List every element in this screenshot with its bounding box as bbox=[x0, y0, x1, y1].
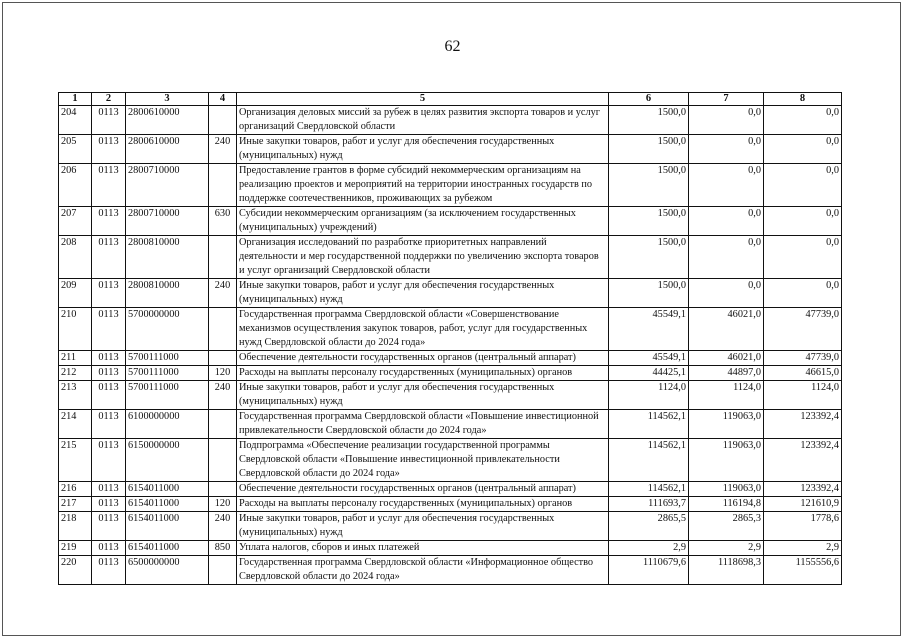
row-number: 209 bbox=[59, 279, 92, 308]
amount-year-3: 0,0 bbox=[764, 135, 842, 164]
expense-type-code: 630 bbox=[209, 207, 237, 236]
row-description: Расходы на выплаты персоналу государственных (муниципальных) органов bbox=[237, 366, 609, 381]
amount-year-2: 46021,0 bbox=[689, 308, 764, 351]
page-number: 62 bbox=[444, 38, 461, 55]
amount-year-1: 2,9 bbox=[609, 541, 689, 556]
target-article-code: 2800710000 bbox=[126, 207, 209, 236]
row-number: 212 bbox=[59, 366, 92, 381]
row-number: 218 bbox=[59, 512, 92, 541]
amount-year-3: 1124,0 bbox=[764, 381, 842, 410]
amount-year-2: 0,0 bbox=[689, 236, 764, 279]
row-description: Уплата налогов, сборов и иных платежей bbox=[237, 541, 609, 556]
amount-year-3: 47739,0 bbox=[764, 351, 842, 366]
table-row bbox=[59, 308, 842, 351]
target-article-code: 5700111000 bbox=[126, 366, 209, 381]
row-description: Организация исследований по разработке приоритетных направлений деятельности и мер государственной поддержки по увеличению экспорта товаров и услуг организаций Свердловской области bbox=[237, 236, 609, 279]
section-code: 0113 bbox=[92, 279, 126, 308]
table-row bbox=[59, 556, 842, 585]
target-article-code: 5700000000 bbox=[126, 308, 209, 351]
row-description: Расходы на выплаты персоналу государственных (муниципальных) органов bbox=[237, 497, 609, 512]
amount-year-2: 0,0 bbox=[689, 207, 764, 236]
amount-year-3: 0,0 bbox=[764, 207, 842, 236]
expense-type-code: 240 bbox=[209, 512, 237, 541]
amount-year-3: 0,0 bbox=[764, 164, 842, 207]
row-description: Подпрограмма «Обеспечение реализации государственной программы Свердловской области «Повышение инвестиционной привлекательности Свердловской области до 2024 года» bbox=[237, 439, 609, 482]
row-number: 219 bbox=[59, 541, 92, 556]
table-row bbox=[59, 482, 842, 497]
row-description: Иные закупки товаров, работ и услуг для обеспечения государственных (муниципальных) нужд bbox=[237, 381, 609, 410]
row-number: 220 bbox=[59, 556, 92, 585]
amount-year-1: 1124,0 bbox=[609, 381, 689, 410]
amount-year-3: 121610,9 bbox=[764, 497, 842, 512]
amount-year-1: 1500,0 bbox=[609, 106, 689, 135]
header-cell: 5 bbox=[237, 93, 609, 106]
expense-type-code: 240 bbox=[209, 135, 237, 164]
table-row bbox=[59, 164, 842, 207]
row-description: Государственная программа Свердловской области «Повышение инвестиционной привлекательности Свердловской области до 2024 года» bbox=[237, 410, 609, 439]
table-row bbox=[59, 236, 842, 279]
section-code: 0113 bbox=[92, 236, 126, 279]
amount-year-3: 0,0 bbox=[764, 236, 842, 279]
amount-year-1: 111693,7 bbox=[609, 497, 689, 512]
row-number: 213 bbox=[59, 381, 92, 410]
row-description: Иные закупки товаров, работ и услуг для обеспечения государственных (муниципальных) нужд bbox=[237, 279, 609, 308]
amount-year-2: 0,0 bbox=[689, 279, 764, 308]
header-cell: 3 bbox=[126, 93, 209, 106]
section-code: 0113 bbox=[92, 351, 126, 366]
target-article-code: 6154011000 bbox=[126, 541, 209, 556]
amount-year-1: 44425,1 bbox=[609, 366, 689, 381]
target-article-code: 6500000000 bbox=[126, 556, 209, 585]
header-cell: 4 bbox=[209, 93, 237, 106]
header-cell: 2 bbox=[92, 93, 126, 106]
amount-year-1: 114562,1 bbox=[609, 439, 689, 482]
amount-year-1: 1500,0 bbox=[609, 236, 689, 279]
amount-year-1: 45549,1 bbox=[609, 308, 689, 351]
row-number: 207 bbox=[59, 207, 92, 236]
expense-type-code bbox=[209, 351, 237, 366]
amount-year-2: 119063,0 bbox=[689, 410, 764, 439]
table-row bbox=[59, 381, 842, 410]
row-number: 216 bbox=[59, 482, 92, 497]
target-article-code: 5700111000 bbox=[126, 351, 209, 366]
expense-type-code bbox=[209, 236, 237, 279]
table-row bbox=[59, 497, 842, 512]
header-cell: 1 bbox=[59, 93, 92, 106]
expense-type-code: 850 bbox=[209, 541, 237, 556]
target-article-code: 6100000000 bbox=[126, 410, 209, 439]
target-article-code: 6154011000 bbox=[126, 512, 209, 541]
amount-year-1: 1500,0 bbox=[609, 135, 689, 164]
target-article-code: 6150000000 bbox=[126, 439, 209, 482]
amount-year-1: 1500,0 bbox=[609, 164, 689, 207]
section-code: 0113 bbox=[92, 439, 126, 482]
amount-year-2: 44897,0 bbox=[689, 366, 764, 381]
expense-type-code bbox=[209, 410, 237, 439]
amount-year-3: 2,9 bbox=[764, 541, 842, 556]
amount-year-3: 123392,4 bbox=[764, 439, 842, 482]
table-row bbox=[59, 512, 842, 541]
section-code: 0113 bbox=[92, 482, 126, 497]
table-row bbox=[59, 541, 842, 556]
amount-year-3: 0,0 bbox=[764, 106, 842, 135]
section-code: 0113 bbox=[92, 308, 126, 351]
section-code: 0113 bbox=[92, 106, 126, 135]
expense-type-code bbox=[209, 164, 237, 207]
expense-type-code bbox=[209, 482, 237, 497]
row-number: 204 bbox=[59, 106, 92, 135]
target-article-code: 2800810000 bbox=[126, 236, 209, 279]
amount-year-2: 0,0 bbox=[689, 164, 764, 207]
amount-year-1: 114562,1 bbox=[609, 482, 689, 497]
row-number: 206 bbox=[59, 164, 92, 207]
amount-year-2: 0,0 bbox=[689, 135, 764, 164]
section-code: 0113 bbox=[92, 512, 126, 541]
table-body bbox=[59, 106, 842, 585]
row-number: 211 bbox=[59, 351, 92, 366]
target-article-code: 2800810000 bbox=[126, 279, 209, 308]
expense-type-code: 240 bbox=[209, 381, 237, 410]
header-cell: 6 bbox=[609, 93, 689, 106]
header-cell: 8 bbox=[764, 93, 842, 106]
expense-type-code bbox=[209, 556, 237, 585]
expense-type-code: 120 bbox=[209, 366, 237, 381]
table-row bbox=[59, 351, 842, 366]
table-row bbox=[59, 279, 842, 308]
amount-year-2: 46021,0 bbox=[689, 351, 764, 366]
amount-year-2: 119063,0 bbox=[689, 482, 764, 497]
row-number: 217 bbox=[59, 497, 92, 512]
section-code: 0113 bbox=[92, 207, 126, 236]
table-row bbox=[59, 410, 842, 439]
amount-year-1: 1500,0 bbox=[609, 207, 689, 236]
section-code: 0113 bbox=[92, 541, 126, 556]
row-number: 208 bbox=[59, 236, 92, 279]
row-number: 210 bbox=[59, 308, 92, 351]
expense-type-code bbox=[209, 439, 237, 482]
budget-table bbox=[58, 92, 842, 585]
section-code: 0113 bbox=[92, 135, 126, 164]
row-description: Обеспечение деятельности государственных органов (центральный аппарат) bbox=[237, 351, 609, 366]
amount-year-2: 116194,8 bbox=[689, 497, 764, 512]
amount-year-1: 1500,0 bbox=[609, 279, 689, 308]
table-row bbox=[59, 439, 842, 482]
row-number: 205 bbox=[59, 135, 92, 164]
table-row bbox=[59, 135, 842, 164]
row-description: Государственная программа Свердловской области «Совершенствование механизмов осуществления закупок товаров, работ, услуг для государственных нужд Свердловской области до 2024 года» bbox=[237, 308, 609, 351]
amount-year-3: 1778,6 bbox=[764, 512, 842, 541]
target-article-code: 2800710000 bbox=[126, 164, 209, 207]
header-row bbox=[59, 93, 842, 106]
amount-year-2: 1124,0 bbox=[689, 381, 764, 410]
amount-year-3: 123392,4 bbox=[764, 410, 842, 439]
row-description: Обеспечение деятельности государственных органов (центральный аппарат) bbox=[237, 482, 609, 497]
target-article-code: 5700111000 bbox=[126, 381, 209, 410]
amount-year-3: 123392,4 bbox=[764, 482, 842, 497]
amount-year-2: 119063,0 bbox=[689, 439, 764, 482]
section-code: 0113 bbox=[92, 164, 126, 207]
amount-year-1: 45549,1 bbox=[609, 351, 689, 366]
row-number: 215 bbox=[59, 439, 92, 482]
amount-year-2: 2865,3 bbox=[689, 512, 764, 541]
section-code: 0113 bbox=[92, 366, 126, 381]
expense-type-code bbox=[209, 308, 237, 351]
row-description: Предоставление грантов в форме субсидий некоммерческим организациям на реализацию проектов и мероприятий на территории иностранных государств по поддержке соотечественников, проживающих за рубежом bbox=[237, 164, 609, 207]
expense-type-code: 240 bbox=[209, 279, 237, 308]
amount-year-3: 46615,0 bbox=[764, 366, 842, 381]
expense-type-code bbox=[209, 106, 237, 135]
section-code: 0113 bbox=[92, 497, 126, 512]
table-row bbox=[59, 207, 842, 236]
table-row bbox=[59, 106, 842, 135]
amount-year-3: 47739,0 bbox=[764, 308, 842, 351]
target-article-code: 2800610000 bbox=[126, 106, 209, 135]
target-article-code: 2800610000 bbox=[126, 135, 209, 164]
row-description: Государственная программа Свердловской области «Информационное общество Свердловской области до 2024 года» bbox=[237, 556, 609, 585]
amount-year-3: 0,0 bbox=[764, 279, 842, 308]
row-description: Субсидии некоммерческим организациям (за исключением государственных (муниципальных) учреждений) bbox=[237, 207, 609, 236]
row-description: Иные закупки товаров, работ и услуг для обеспечения государственных (муниципальных) нужд bbox=[237, 135, 609, 164]
amount-year-2: 2,9 bbox=[689, 541, 764, 556]
header-cell: 7 bbox=[689, 93, 764, 106]
target-article-code: 6154011000 bbox=[126, 482, 209, 497]
amount-year-2: 1118698,3 bbox=[689, 556, 764, 585]
target-article-code: 6154011000 bbox=[126, 497, 209, 512]
amount-year-2: 0,0 bbox=[689, 106, 764, 135]
amount-year-1: 2865,5 bbox=[609, 512, 689, 541]
amount-year-1: 1110679,6 bbox=[609, 556, 689, 585]
expense-type-code: 120 bbox=[209, 497, 237, 512]
section-code: 0113 bbox=[92, 410, 126, 439]
section-code: 0113 bbox=[92, 381, 126, 410]
table-row bbox=[59, 366, 842, 381]
amount-year-1: 114562,1 bbox=[609, 410, 689, 439]
row-description: Организация деловых миссий за рубеж в целях развития экспорта товаров и услуг организаций Свердловской области bbox=[237, 106, 609, 135]
row-description: Иные закупки товаров, работ и услуг для обеспечения государственных (муниципальных) нужд bbox=[237, 512, 609, 541]
amount-year-3: 1155556,6 bbox=[764, 556, 842, 585]
row-number: 214 bbox=[59, 410, 92, 439]
section-code: 0113 bbox=[92, 556, 126, 585]
